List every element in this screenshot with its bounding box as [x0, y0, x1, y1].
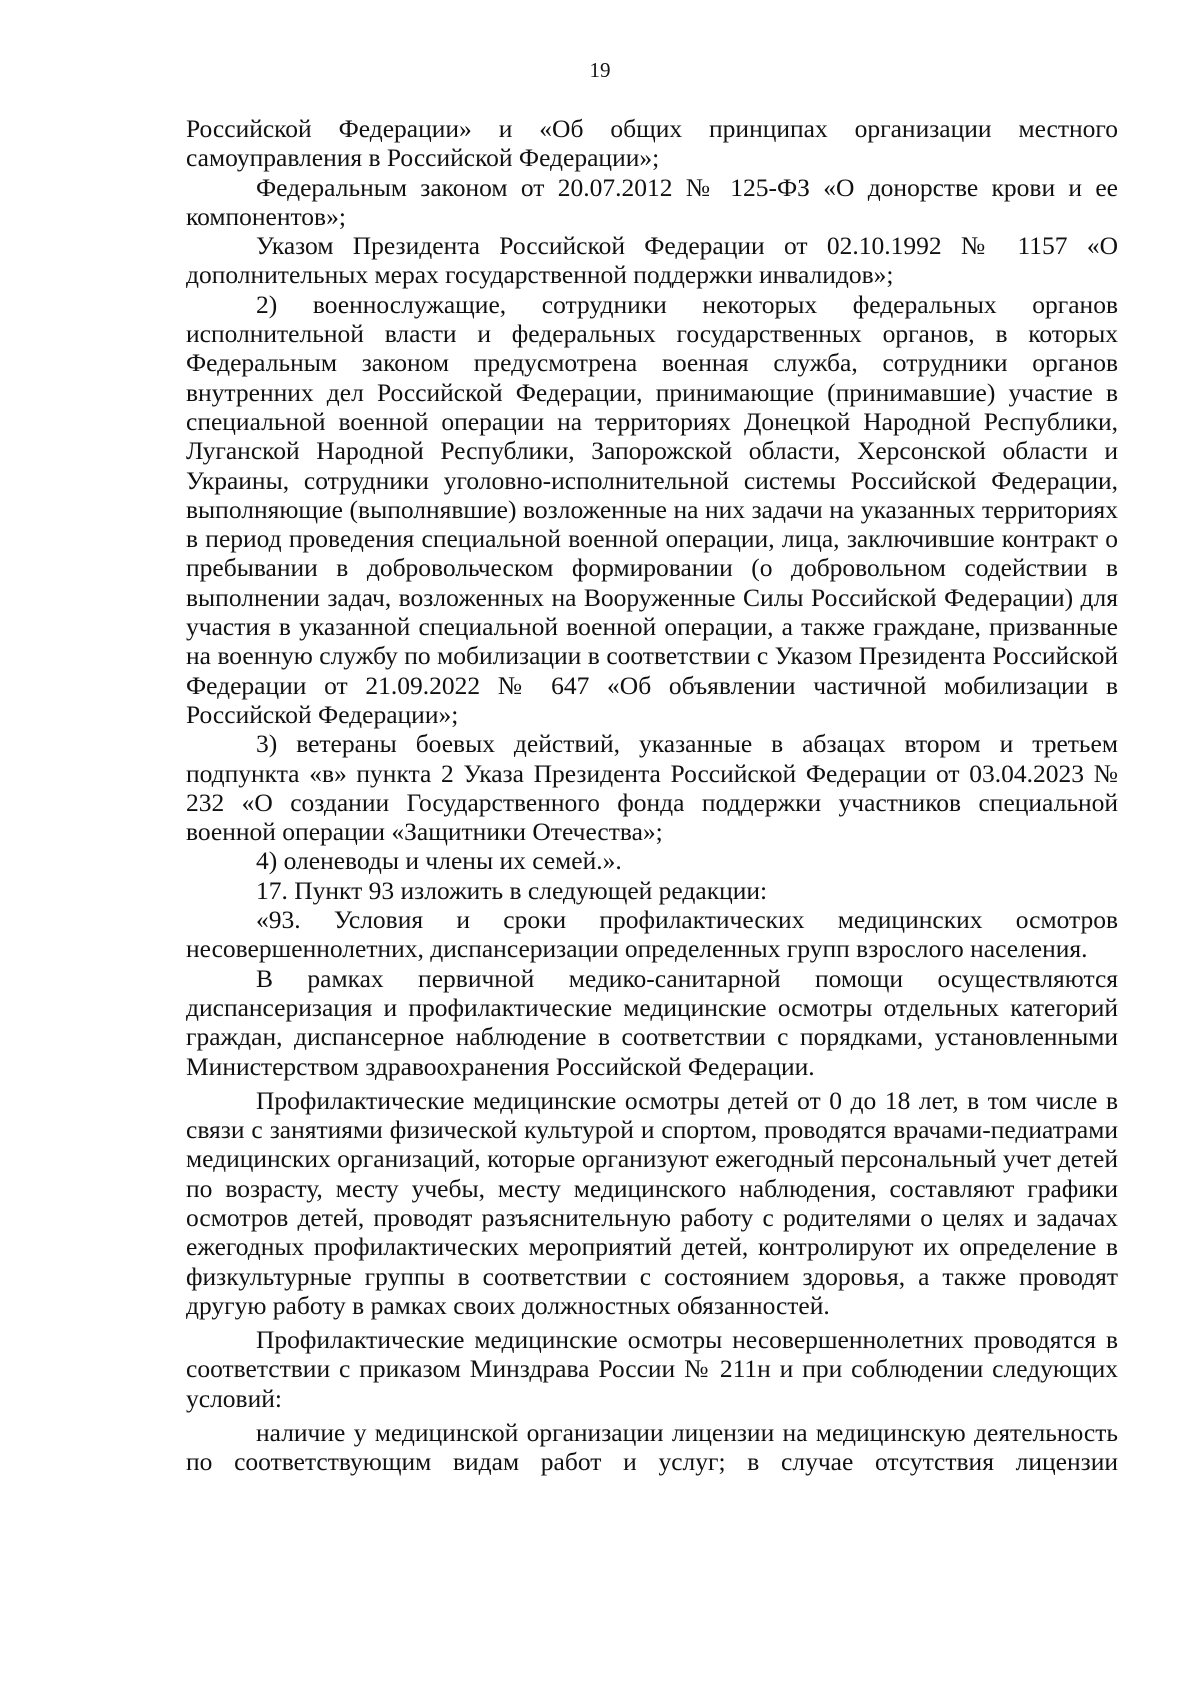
- paragraph-children-checkups: Профилактические медицинские осмотры детей от 0 до 18 лет, в том числе в связи с занятиями физической культурой и спортом, проводятся врачами-педиатрами медицинских организаций, которые организуют ежегодный персональный учет детей по возрасту, месту учебы, месту медицинского наблюдения, составляют графики осмотров детей, проводят разъяснительную работу с родителями о целях и задачах ежегодных профилактических мероприятий детей, контролируют их определение в физкультурные группы в соответствии с состоянием здоровья, а также проводят другую работу в рамках своих должностных обязанностей.: [186, 1085, 1118, 1320]
- paragraph-federal-law-donation: Федеральным законом от 20.07.2012 № 125-ФЗ «О донорстве крови и ее компонентов»;: [186, 172, 1118, 231]
- paragraph-point-17: 17. Пункт 93 изложить в следующей редакции:: [256, 875, 768, 905]
- paragraph-presidential-decree-1157: Указом Президента Российской Федерации от 02.10.1992 № 1157 «О дополнительных мерах государственной поддержки инвалидов»;: [186, 231, 1118, 290]
- paragraph-item-4-reindeer-herders: 4) оленеводы и члены их семей.».: [256, 846, 622, 876]
- paragraph-item-3-veterans: 3) ветераны боевых действий, указанные в абзацах втором и третьем подпункта «в» пункта 2 Указа Президента Российской Федерации от 03.04.2023 № 232 «О создании Государственного фонда поддержки участников специальной военной операции «Защитники Отечества»;: [186, 729, 1118, 847]
- paragraph-continuation-law: Российской Федерации» и «Об общих принципах организации местного самоуправления в Российской Федерации»;: [186, 114, 1118, 173]
- document-body: [186, 114, 1118, 1477]
- paragraph-item-2-servicemen: 2) военнослужащие, сотрудники некоторых федеральных органов исполнительной власти и федеральных государственных органов, в которых Федеральным законом предусмотрена военная служба, сотрудники органов внутренних дел Российской Федерации, принимающие (принимавшие) участие в специальной военной операции на территориях Донецкой Народной Республики, Луганской Народной Республики, Запорожской области, Херсонской области и Украины, сотрудники уголовно-исполнительной системы Российской Федерации, выполняющие (выполнявшие) возложенные на них задачи на указанных территориях в период проведения специальной военной операции, лица, заключившие контракт о пребывании в добровольческом формировании (о добровольном содействии в выполнении задач, возложенных на Вооруженные Силы Российской Федерации) для участия в указанной специальной военной операции, а также граждане, призванные на военную службу по мобилизации в соответствии с Указом Президента Российской Федерации от 21.09.2022 № 647 «Об объявлении частичной мобилизации в Российской Федерации»;: [186, 289, 1118, 729]
- paragraph-minors-checkups-conditions: Профилактические медицинские осмотры несовершеннолетних проводятся в соответствии с приказом Минздрава России № 211н и при соблюдении следующих условий:: [186, 1325, 1118, 1413]
- paragraph-license-requirement: наличие у медицинской организации лицензии на медицинскую деятельность по соответствующим видам работ и услуг; в случае отсутствия лицензии: [186, 1418, 1118, 1477]
- page-number: 19: [589, 58, 611, 82]
- paragraph-primary-care: В рамках первичной медико-санитарной помощи осуществляются диспансеризация и профилактические медицинские осмотры отдельных категорий граждан, диспансерное наблюдение в соответствии с порядками, установленными Министерством здравоохранения Российской Федерации.: [186, 963, 1118, 1081]
- paragraph-point-93-heading: «93. Условия и сроки профилактических медицинских осмотров несовершеннолетних, диспансеризации определенных групп взрослого населения.: [186, 905, 1118, 964]
